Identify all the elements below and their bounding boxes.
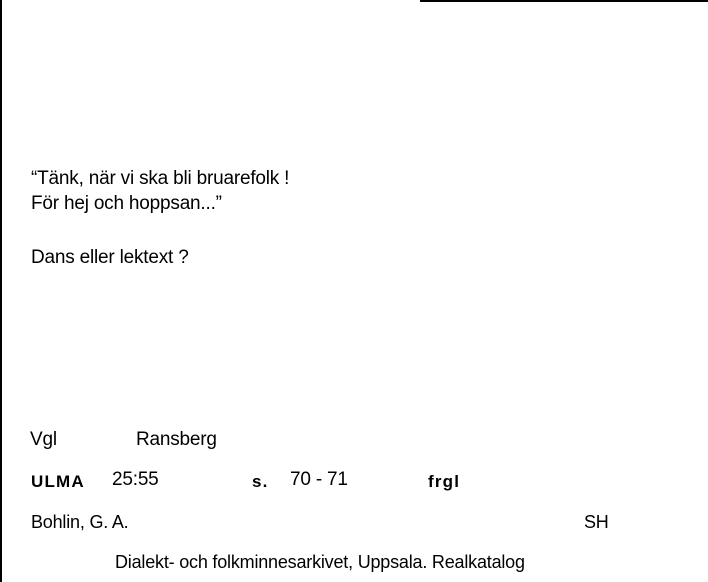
collector-name: Bohlin, G. A. — [31, 512, 129, 532]
vgl-value: Ransberg — [136, 429, 217, 450]
text-line-1: “Tänk, när vi ska bli bruarefolk ! — [31, 168, 290, 189]
archive-footer: Dialekt- och folkminnesarkivet, Uppsala. Realkatalog — [115, 552, 525, 572]
text-line-2: För hej och hoppsan...” — [31, 193, 222, 214]
card-top-border — [420, 0, 708, 2]
region-code: SH — [584, 512, 609, 532]
card-left-border — [0, 0, 2, 582]
vgl-label: Vgl — [30, 429, 57, 450]
source-number: 25:55 — [112, 469, 159, 490]
page-label: s. — [252, 472, 269, 491]
question-text: Dans eller lektext ? — [31, 247, 189, 268]
source-label: ULMA — [31, 472, 85, 491]
category-code: frgl — [428, 472, 461, 491]
page-range: 70 - 71 — [290, 469, 348, 490]
